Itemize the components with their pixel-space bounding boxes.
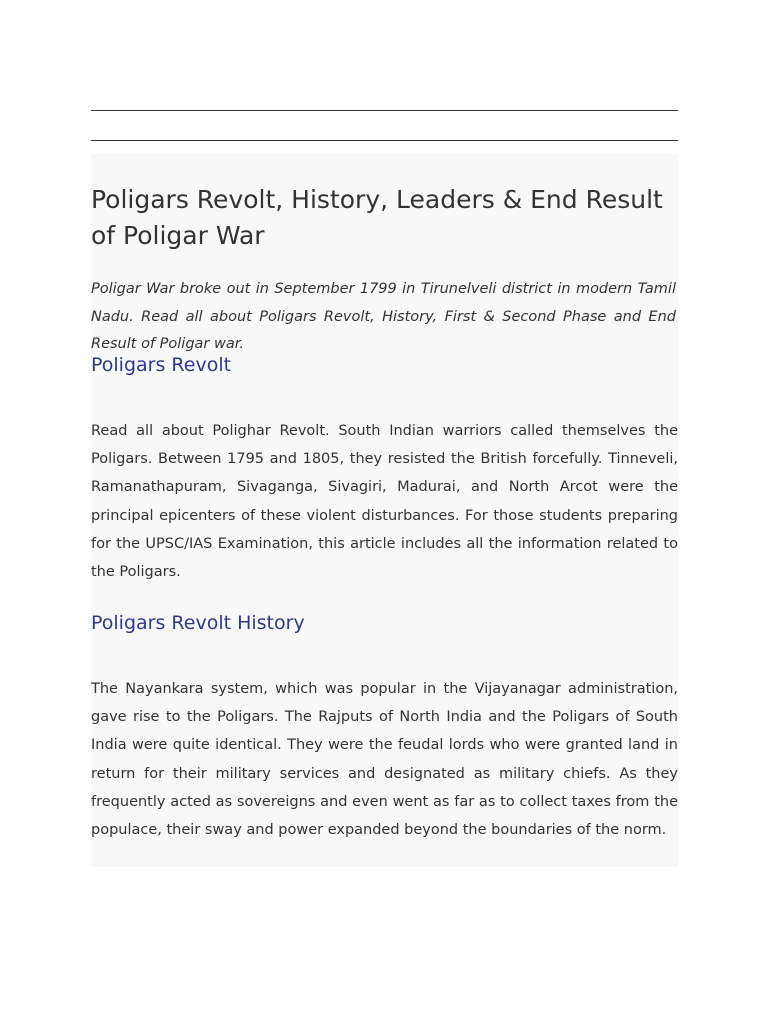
section-heading-poligars-revolt-history: Poligars Revolt History: [91, 612, 305, 634]
article-title: Poligars Revolt, History, Leaders & End Result of Poligar War: [91, 185, 663, 250]
article-intro: Poligar War broke out in September 1799 in Tirunelveli district in modern Tamil Nadu. Read all about Poligars Revolt, History, First & Second Phase and End Result of Poligar war.: [91, 281, 676, 352]
header-divider: [91, 140, 678, 141]
section-paragraph-poligars-revolt-history: The Nayankara system, which was popular in the Vijayanagar administration, gave rise to the Poligars. The Rajputs of North India and the Poligars of South India were quite identical. They were the feudal lords who were granted land in return for their military services and designated as military chiefs. As they frequently acted as sovereigns and even went as far as to collect taxes from the populace, their sway and power expanded beyond the boundaries of the norm.: [91, 681, 678, 839]
section-heading-poligars-revolt: Poligars Revolt: [91, 354, 232, 376]
top-divider: [91, 110, 678, 111]
article-body: [91, 154, 678, 867]
section-paragraph-poligars-revolt: Read all about Polighar Revolt. South Indian warriors called themselves the Poligars. Between 1795 and 1805, they resisted the British forcefully. Tinneveli, Ramanathapuram, Sivaganga, Sivagiri, Madurai, and North Arcot were the principal epicenters of these violent disturbances. For those students preparing for the UPSC/IAS Examination, this article includes all the information related to the Poligars.: [91, 423, 678, 581]
